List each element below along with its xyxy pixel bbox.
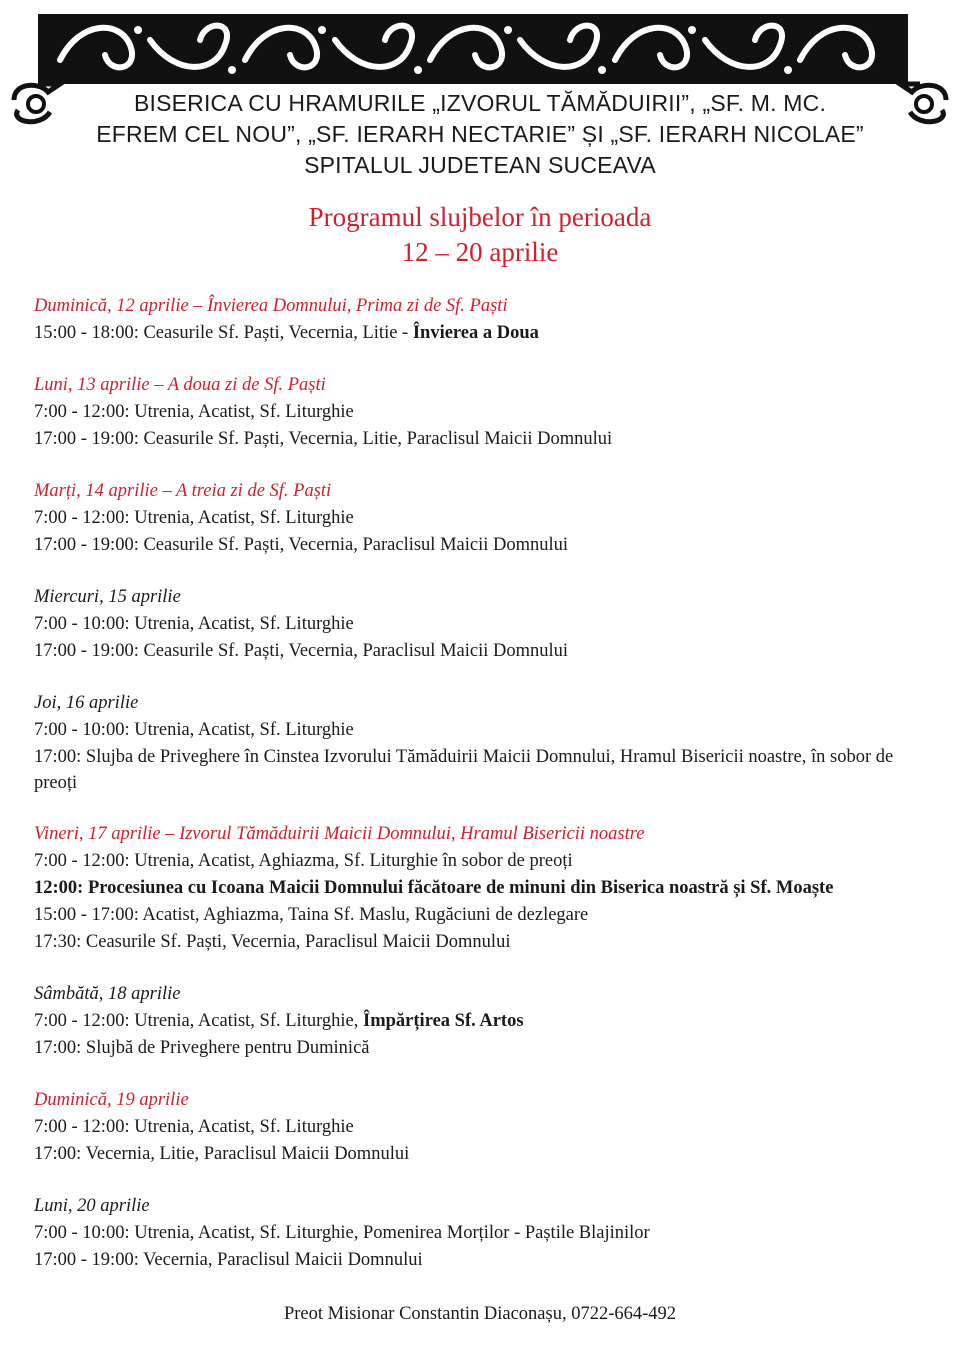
service-line: 17:00 - 19:00: Ceasurile Sf. Paști, Vecernia, Litie, Paraclisul Maicii Domnului xyxy=(34,429,613,449)
service-line: 7:00 - 12:00: Utrenia, Acatist, Aghiazma, Sf. Liturghie în sobor de preoți xyxy=(34,851,573,871)
service-line: 17:00: Slujba de Priveghere în Cinstea Izvorului Tămăduirii Maicii Domnului, Hramul Bisericii noastre, în sobor de preoți xyxy=(34,747,894,793)
service-line: 7:00 - 10:00: Utrenia, Acatist, Sf. Liturghie xyxy=(34,614,354,634)
day-title: Joi, 16 aprilie xyxy=(34,693,139,713)
service-line: 15:00 - 17:00: Acatist, Aghiazma, Taina Sf. Maslu, Rugăciuni de dezlegare xyxy=(34,905,589,925)
service-line xyxy=(34,1008,934,1035)
service-line: 17:00: Vecernia, Litie, Paraclisul Maicii Domnului xyxy=(34,1144,410,1164)
day-title: Duminică, 12 aprilie – Învierea Domnului, Prima zi de Sf. Paști xyxy=(34,296,508,316)
header-line-1: BISERICA CU HRAMURILE „IZVORUL TĂMĂDUIRII”, „SF. M. MC. xyxy=(133,90,827,116)
day-section xyxy=(34,584,934,665)
title-line-1: Programul slujbelor în perioada xyxy=(308,202,652,232)
service-text: 15:00 - 18:00: Ceasurile Sf. Paști, Vecernia, Litie - xyxy=(34,323,413,343)
service-line: 17:00 - 19:00: Ceasurile Sf. Paști, Vecernia, Paraclisul Maicii Domnului xyxy=(34,535,569,555)
priest-contact: Preot Misionar Constantin Diaconașu, 0722-664-492 xyxy=(283,1304,677,1324)
service-line: 17:00 - 19:00: Vecernia, Paraclisul Maicii Domnului xyxy=(34,1250,423,1270)
service-line: 17:00 - 19:00: Ceasurile Sf. Paști, Vecernia, Paraclisul Maicii Domnului xyxy=(34,641,569,661)
service-line: 17:30: Ceasurile Sf. Paști, Vecernia, Paraclisul Maicii Domnului xyxy=(34,932,511,952)
day-title: Sâmbătă, 18 aprilie xyxy=(34,984,181,1004)
title-line-2: 12 – 20 aprilie xyxy=(401,237,559,267)
day-title: Marți, 14 aprilie – A treia zi de Sf. Paști xyxy=(34,481,332,501)
header-line-2: EFREM CEL NOU”, „SF. IERARH NECTARIE” ȘI „SF. IERARH NICOLAE” xyxy=(96,121,864,147)
service-highlight: Împărțirea Sf. Artos xyxy=(363,1011,524,1031)
day-title: Vineri, 17 aprilie – Izvorul Tămăduirii Maicii Domnului, Hramul Bisericii noastre xyxy=(34,824,645,844)
service-line xyxy=(34,320,934,347)
service-line: 7:00 - 10:00: Utrenia, Acatist, Sf. Liturghie, Pomenirea Morților - Paștile Blajinilor xyxy=(34,1223,650,1243)
day-title: Luni, 13 aprilie – A doua zi de Sf. Paști xyxy=(34,375,326,395)
day-title: Miercuri, 15 aprilie xyxy=(34,587,181,607)
day-section xyxy=(34,821,934,956)
schedule-title xyxy=(0,200,960,270)
day-section xyxy=(34,478,934,559)
service-text: 7:00 - 12:00: Utrenia, Acatist, Sf. Liturghie, xyxy=(34,1011,364,1031)
service-line: 7:00 - 12:00: Utrenia, Acatist, Sf. Liturghie xyxy=(34,508,354,528)
church-header xyxy=(0,88,960,181)
day-title: Duminică, 19 aprilie xyxy=(34,1090,189,1110)
service-line: 7:00 - 10:00: Utrenia, Acatist, Sf. Liturghie xyxy=(34,720,354,740)
day-section xyxy=(34,690,934,796)
service-line: 7:00 - 12:00: Utrenia, Acatist, Sf. Liturghie xyxy=(34,402,354,422)
day-section xyxy=(34,293,934,347)
procession-line: 12:00: Procesiunea cu Icoana Maicii Domnului făcătoare de minuni din Biserica noastră și Sf. Moaște xyxy=(34,878,834,898)
header-line-3: SPITALUL JUDETEAN SUCEAVA xyxy=(304,152,656,178)
day-title: Luni, 20 aprilie xyxy=(34,1196,150,1216)
day-section xyxy=(34,981,934,1062)
service-line: 7:00 - 12:00: Utrenia, Acatist, Sf. Liturghie xyxy=(34,1117,354,1137)
day-section xyxy=(34,1087,934,1168)
service-line: 17:00: Slujbă de Priveghere pentru Duminică xyxy=(34,1038,370,1058)
day-section xyxy=(34,1193,934,1274)
day-section xyxy=(34,372,934,453)
schedule-list xyxy=(34,293,934,1299)
service-highlight: Învierea a Doua xyxy=(412,323,539,343)
